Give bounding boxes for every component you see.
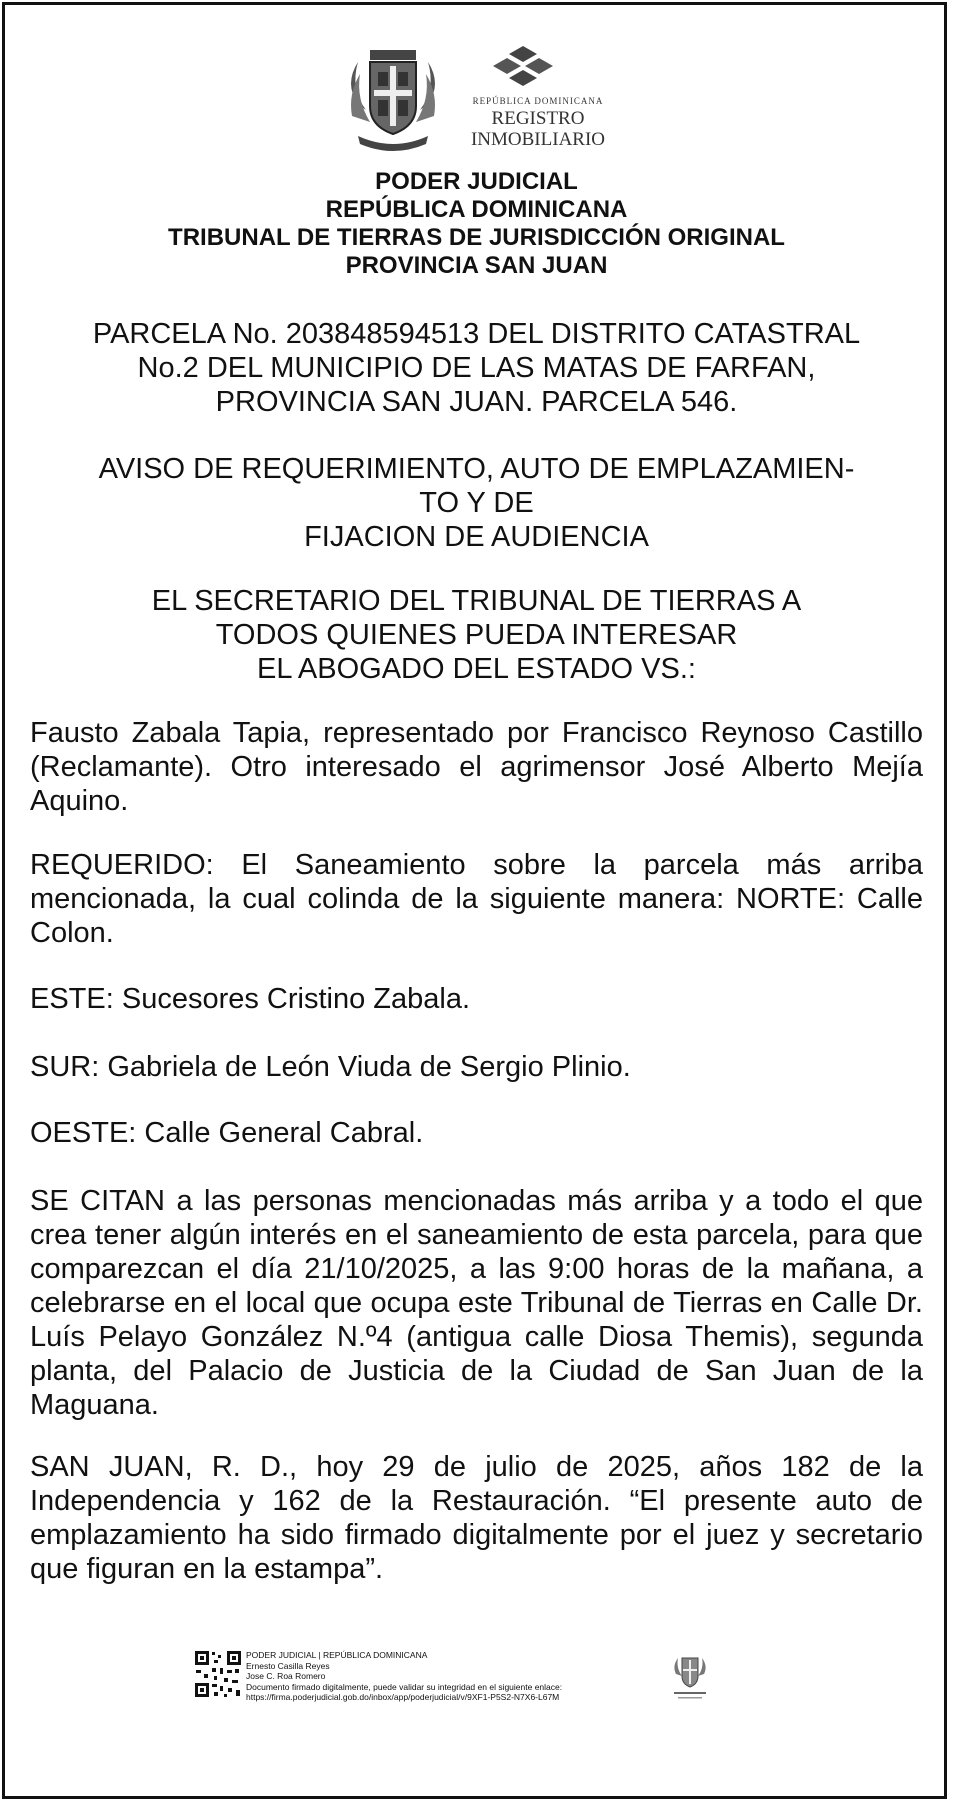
secretario-heading (30, 584, 923, 686)
partes-paragraph: Fausto Zabala Tapia, representado por Francisco Reynoso Castillo (Reclamante). Otro interesado el agrimensor José Alberto Mejía Aquino. (30, 717, 923, 817)
header-line-3: TRIBUNAL DE TIERRAS DE JURISDICCIÓN ORIGINAL (168, 224, 785, 251)
ri-name-line2: INMOBILIARIO (470, 129, 606, 150)
citacion-paragraph: SE CITAN a las personas mencionadas más arriba y a todo el que crea tener algún interés en el saneamiento de esta parcela, para que comparezcan el día 21/10/2025, a las 9:00 horas de la mañana, a celebrarse en el local que ocupa este Tribunal de Tierras en Calle Dr. Luís Pelayo González N.º4 (antigua calle Diosa Themis), segunda planta, del Palacio de Justicia de la Ciudad de San Juan de la Maguana. (30, 1185, 923, 1421)
parcela-line-2: No.2 DEL MUNICIPIO DE LAS MATAS DE FARFAN, (137, 352, 816, 384)
parcela-line-3: PROVINCIA SAN JUAN. PARCELA 546. (215, 386, 738, 418)
este-paragraph: ESTE: Sucesores Cristino Zabala. (30, 983, 471, 1015)
ri-name-line1: REGISTRO (491, 108, 585, 129)
parcela-line-1: PARCELA No. 203848594513 DEL DISTRITO CATASTRAL (92, 318, 861, 350)
footer-line-5[interactable]: https://firma.poderjudicial.gob.do/inbox/app/poderjudicial/v/9XF1-P5S2-N7X6-L67M (246, 1692, 560, 1702)
aviso-title (30, 452, 923, 554)
fecha-paragraph: SAN JUAN, R. D., hoy 29 de julio de 2025, años 182 de la Independencia y 162 de la Restauración. “El presente auto de emplazamiento ha sido firmado digitalmente por el juez y secretario que figuran en la estampa”. (30, 1451, 923, 1585)
header-logos (338, 44, 628, 154)
coat-of-arms-icon (338, 44, 448, 154)
parcela-title (30, 317, 923, 419)
footer-line-1: PODER JUDICIAL | REPÚBLICA DOMINICANA (246, 1650, 428, 1660)
header-line-2: REPÚBLICA DOMINICANA (325, 196, 628, 223)
registro-inmobiliario-logo (448, 44, 628, 154)
court-header (40, 168, 913, 280)
ri-name (448, 108, 628, 150)
aviso-line-2: TO Y DE (419, 487, 534, 519)
oeste-paragraph: OESTE: Calle General Cabral. (30, 1117, 424, 1149)
signature-details (246, 1650, 726, 1703)
secretario-line-2: TODOS QUIENES PUEDA INTERESAR (215, 619, 738, 651)
aviso-line-3: FIJACION DE AUDIENCIA (304, 521, 649, 553)
secretario-line-3: EL ABOGADO DEL ESTADO VS.: (257, 653, 696, 685)
qr-code-icon[interactable] (194, 1650, 242, 1698)
aviso-line-1: AVISO DE REQUERIMIENTO, AUTO DE EMPLAZAMIEN- (98, 453, 855, 485)
poder-judicial-seal-icon (668, 1652, 712, 1704)
secretario-line-1: EL SECRETARIO DEL TRIBUNAL DE TIERRAS A (151, 585, 802, 617)
ri-country: REPÚBLICA DOMINICANA (472, 96, 604, 106)
registro-diamond-icon (493, 44, 553, 92)
header-line-1: PODER JUDICIAL (375, 168, 578, 195)
footer-line-4: Documento firmado digitalmente, puede validar su integridad en el siguiente enlace: (246, 1681, 563, 1692)
requerido-paragraph: REQUERIDO: El Saneamiento sobre la parcela más arriba mencionada, la cual colinda de la siguiente manera: NORTE: Calle Colon. (30, 849, 923, 949)
header-line-4: PROVINCIA SAN JUAN (345, 252, 608, 279)
sur-paragraph: SUR: Gabriela de León Viuda de Sergio Plinio. (30, 1051, 631, 1083)
footer-line-2: Ernesto Casilla Reyes (246, 1660, 330, 1671)
footer-line-3: Jose C. Roa Romero (246, 1671, 326, 1681)
